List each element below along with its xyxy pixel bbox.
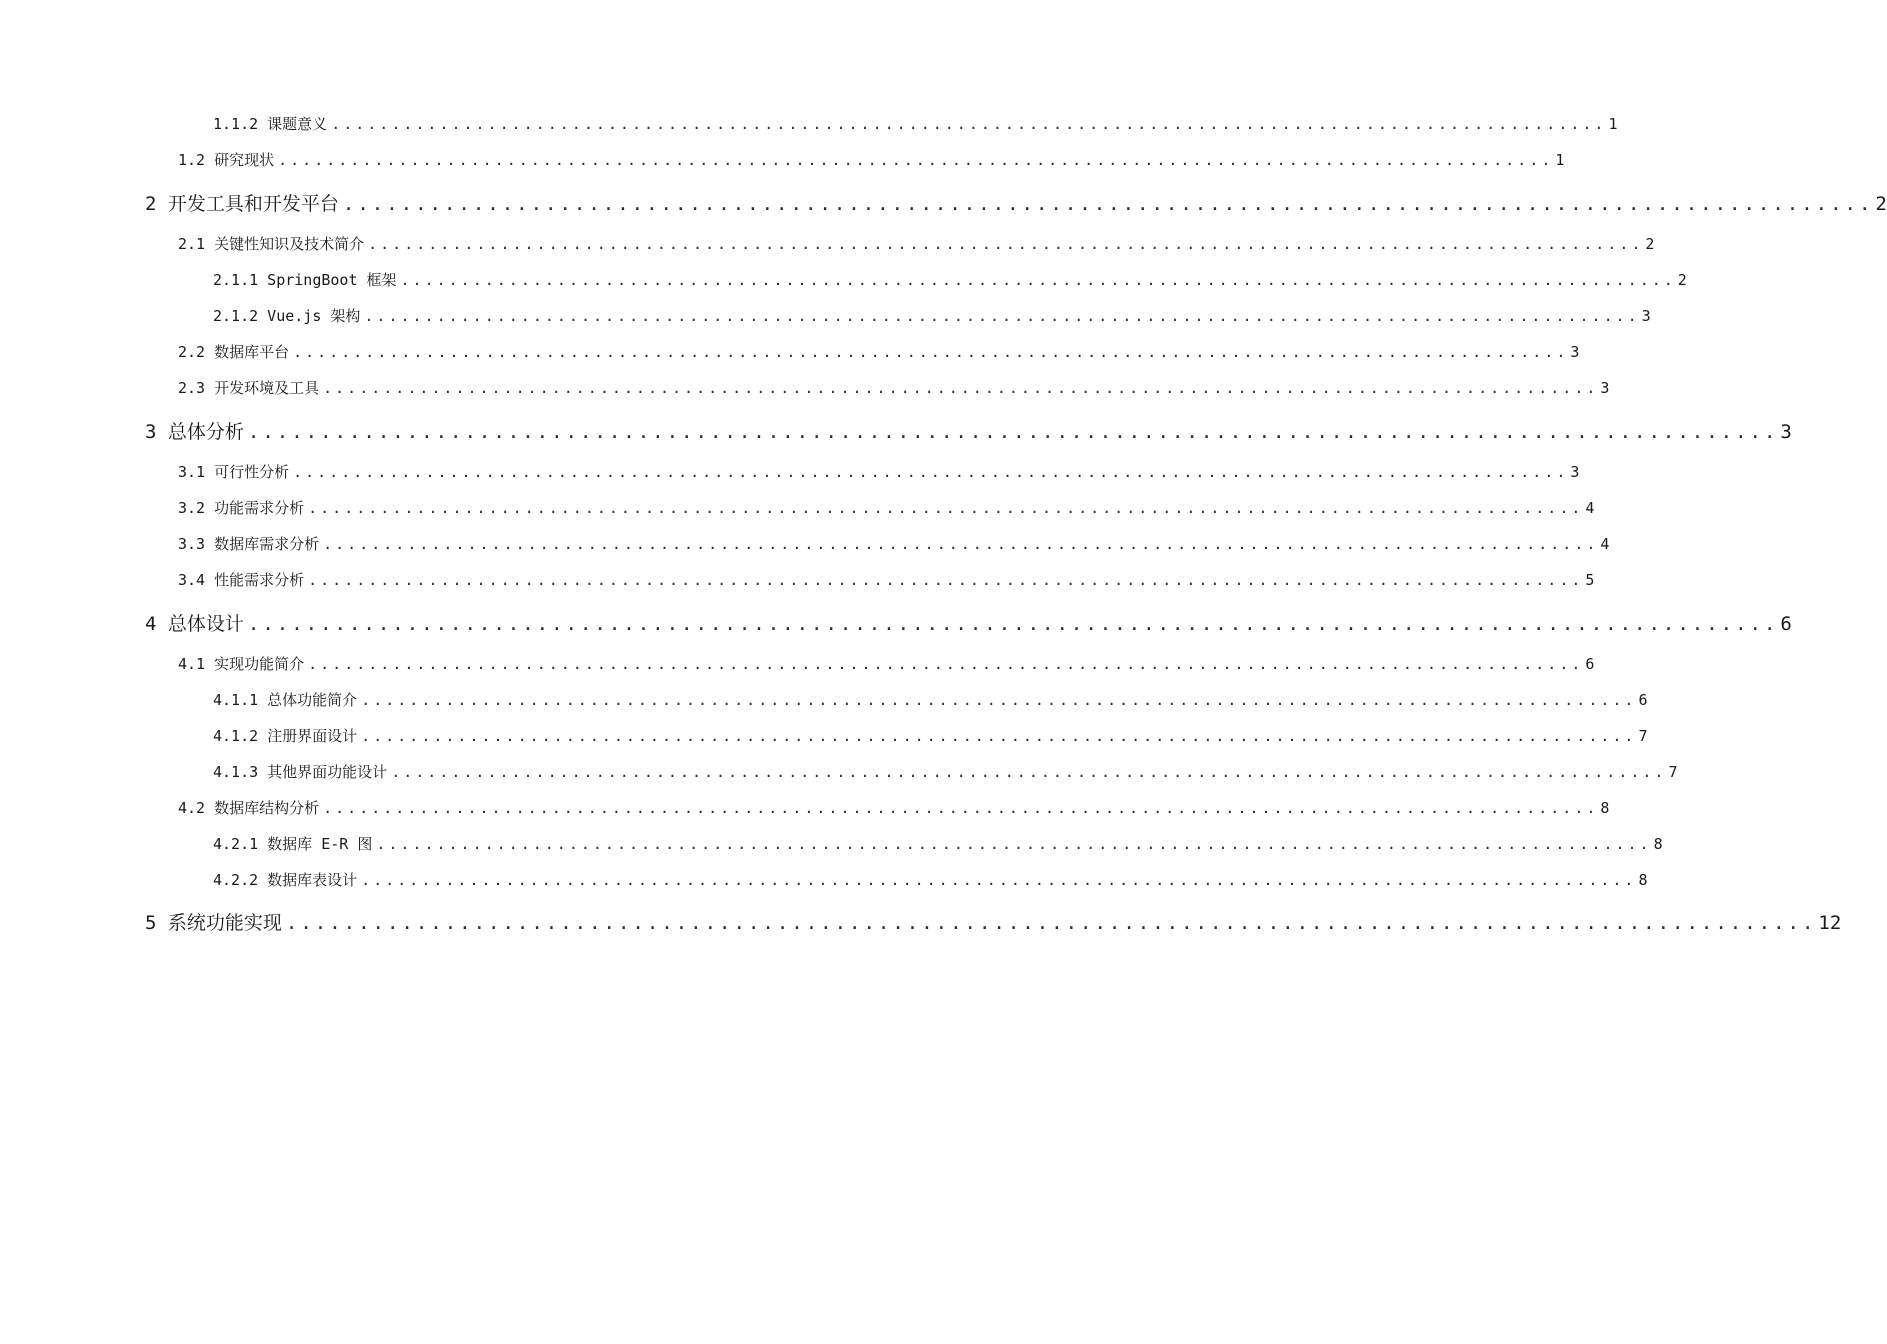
toc-entry-page: 4 [1600, 535, 1610, 553]
toc-entry-page: 8 [1600, 799, 1610, 817]
toc-entry-label: 1.2 研究现状 [178, 151, 275, 169]
toc-entry-page: 3 [1641, 307, 1651, 325]
dot-leader: .......................................................................................................... [308, 499, 1584, 517]
toc-entry-label: 4 总体设计 [145, 613, 244, 635]
dot-leader: .......................................................................................................... [247, 421, 1779, 443]
dot-leader: .......................................................................................................... [361, 871, 1637, 889]
toc-entry[interactable] [178, 341, 1580, 362]
toc-entry-label: 4.2 数据库结构分析 [178, 799, 320, 817]
toc-entry-page: 6 [1780, 613, 1792, 635]
toc-entry-page: 6 [1585, 655, 1595, 673]
toc-entry[interactable] [213, 833, 1663, 854]
toc-entry[interactable] [145, 908, 1842, 935]
dot-leader: .......................................................................................................... [308, 571, 1584, 589]
toc-entry[interactable] [213, 305, 1651, 326]
toc-entry-label: 2.1 关键性知识及技术简介 [178, 235, 365, 253]
toc-entry[interactable] [213, 725, 1648, 746]
toc-entry-page: 3 [1570, 343, 1580, 361]
dot-leader: .......................................................................................................... [293, 463, 1569, 481]
toc-entry-label: 3.3 数据库需求分析 [178, 535, 320, 553]
toc-entry[interactable] [213, 689, 1648, 710]
toc-entry[interactable] [178, 149, 1565, 170]
toc-entry[interactable] [178, 377, 1610, 398]
toc-entry-page: 7 [1668, 763, 1678, 781]
toc-entry[interactable] [178, 569, 1595, 590]
toc-entry-page: 8 [1638, 871, 1648, 889]
toc-entry[interactable] [178, 797, 1610, 818]
toc-entry-label: 4.1.3 其他界面功能设计 [213, 763, 388, 781]
toc-entry-page: 4 [1585, 499, 1595, 517]
toc-entry-page: 3 [1570, 463, 1580, 481]
toc-entry-label: 2.1.1 SpringBoot 框架 [213, 271, 397, 289]
dot-leader: .......................................................................................................... [400, 271, 1676, 289]
toc-entry-page: 1 [1555, 151, 1565, 169]
dot-leader: .......................................................................................................... [323, 379, 1599, 397]
toc-entry-label: 2.3 开发环境及工具 [178, 379, 320, 397]
dot-leader: .......................................................................................................... [285, 912, 1817, 934]
dot-leader: .......................................................................................................... [293, 343, 1569, 361]
dot-leader: .......................................................................................................... [361, 691, 1637, 709]
toc-entry[interactable] [213, 269, 1687, 290]
toc-entry[interactable] [178, 497, 1595, 518]
dot-leader: .......................................................................................................... [391, 763, 1667, 781]
toc-entry[interactable] [145, 609, 1792, 636]
toc-entry-page: 12 [1818, 912, 1842, 934]
toc-entry[interactable] [213, 761, 1678, 782]
toc-entry[interactable] [178, 233, 1655, 254]
toc-entry-label: 4.1.2 注册界面设计 [213, 727, 358, 745]
dot-leader: .......................................................................................................... [278, 151, 1554, 169]
toc-entry[interactable] [178, 533, 1610, 554]
toc-entry-label: 1.1.2 课题意义 [213, 115, 328, 133]
toc-entry[interactable] [178, 461, 1580, 482]
dot-leader: .......................................................................................................... [331, 115, 1607, 133]
toc-entry-label: 4.2.1 数据库 E-R 图 [213, 835, 373, 853]
toc-entry[interactable] [178, 653, 1595, 674]
dot-leader: .......................................................................................................... [323, 799, 1599, 817]
toc-entry-label: 3.1 可行性分析 [178, 463, 290, 481]
toc-entry-page: 2 [1677, 271, 1687, 289]
toc-entry-page: 5 [1585, 571, 1595, 589]
dot-leader: .......................................................................................................... [368, 235, 1644, 253]
dot-leader: .......................................................................................................... [364, 307, 1640, 325]
toc-entry-label: 3.4 性能需求分析 [178, 571, 305, 589]
toc-entry-label: 2.2 数据库平台 [178, 343, 290, 361]
toc-entry-label: 5 系统功能实现 [145, 912, 282, 934]
toc-entry-page: 3 [1780, 421, 1792, 443]
toc-entry-label: 2 开发工具和开发平台 [145, 193, 339, 215]
toc-entry[interactable] [213, 869, 1648, 890]
toc-entry-page: 8 [1653, 835, 1663, 853]
dot-leader: .......................................................................................................... [361, 727, 1637, 745]
toc-entry-label: 3 总体分析 [145, 421, 244, 443]
toc-entry[interactable] [145, 417, 1792, 444]
dot-leader: .......................................................................................................... [308, 655, 1584, 673]
toc-entry-page: 3 [1600, 379, 1610, 397]
toc-entry-page: 7 [1638, 727, 1648, 745]
toc-entry[interactable] [145, 189, 1887, 216]
toc-entry-label: 4.2.2 数据库表设计 [213, 871, 358, 889]
dot-leader: .......................................................................................................... [323, 535, 1599, 553]
dot-leader: .......................................................................................................... [342, 193, 1874, 215]
toc-entry-label: 2.1.2 Vue.js 架构 [213, 307, 361, 325]
toc-entry[interactable] [213, 113, 1618, 134]
dot-leader: .......................................................................................................... [247, 613, 1779, 635]
toc-entry-page: 2 [1645, 235, 1655, 253]
toc-entry-page: 6 [1638, 691, 1648, 709]
toc-entry-label: 4.1.1 总体功能简介 [213, 691, 358, 709]
toc-entry-page: 1 [1608, 115, 1618, 133]
toc-entry-label: 3.2 功能需求分析 [178, 499, 305, 517]
toc-entry-label: 4.1 实现功能简介 [178, 655, 305, 673]
dot-leader: .......................................................................................................... [376, 835, 1652, 853]
toc-entry-page: 2 [1875, 193, 1887, 215]
